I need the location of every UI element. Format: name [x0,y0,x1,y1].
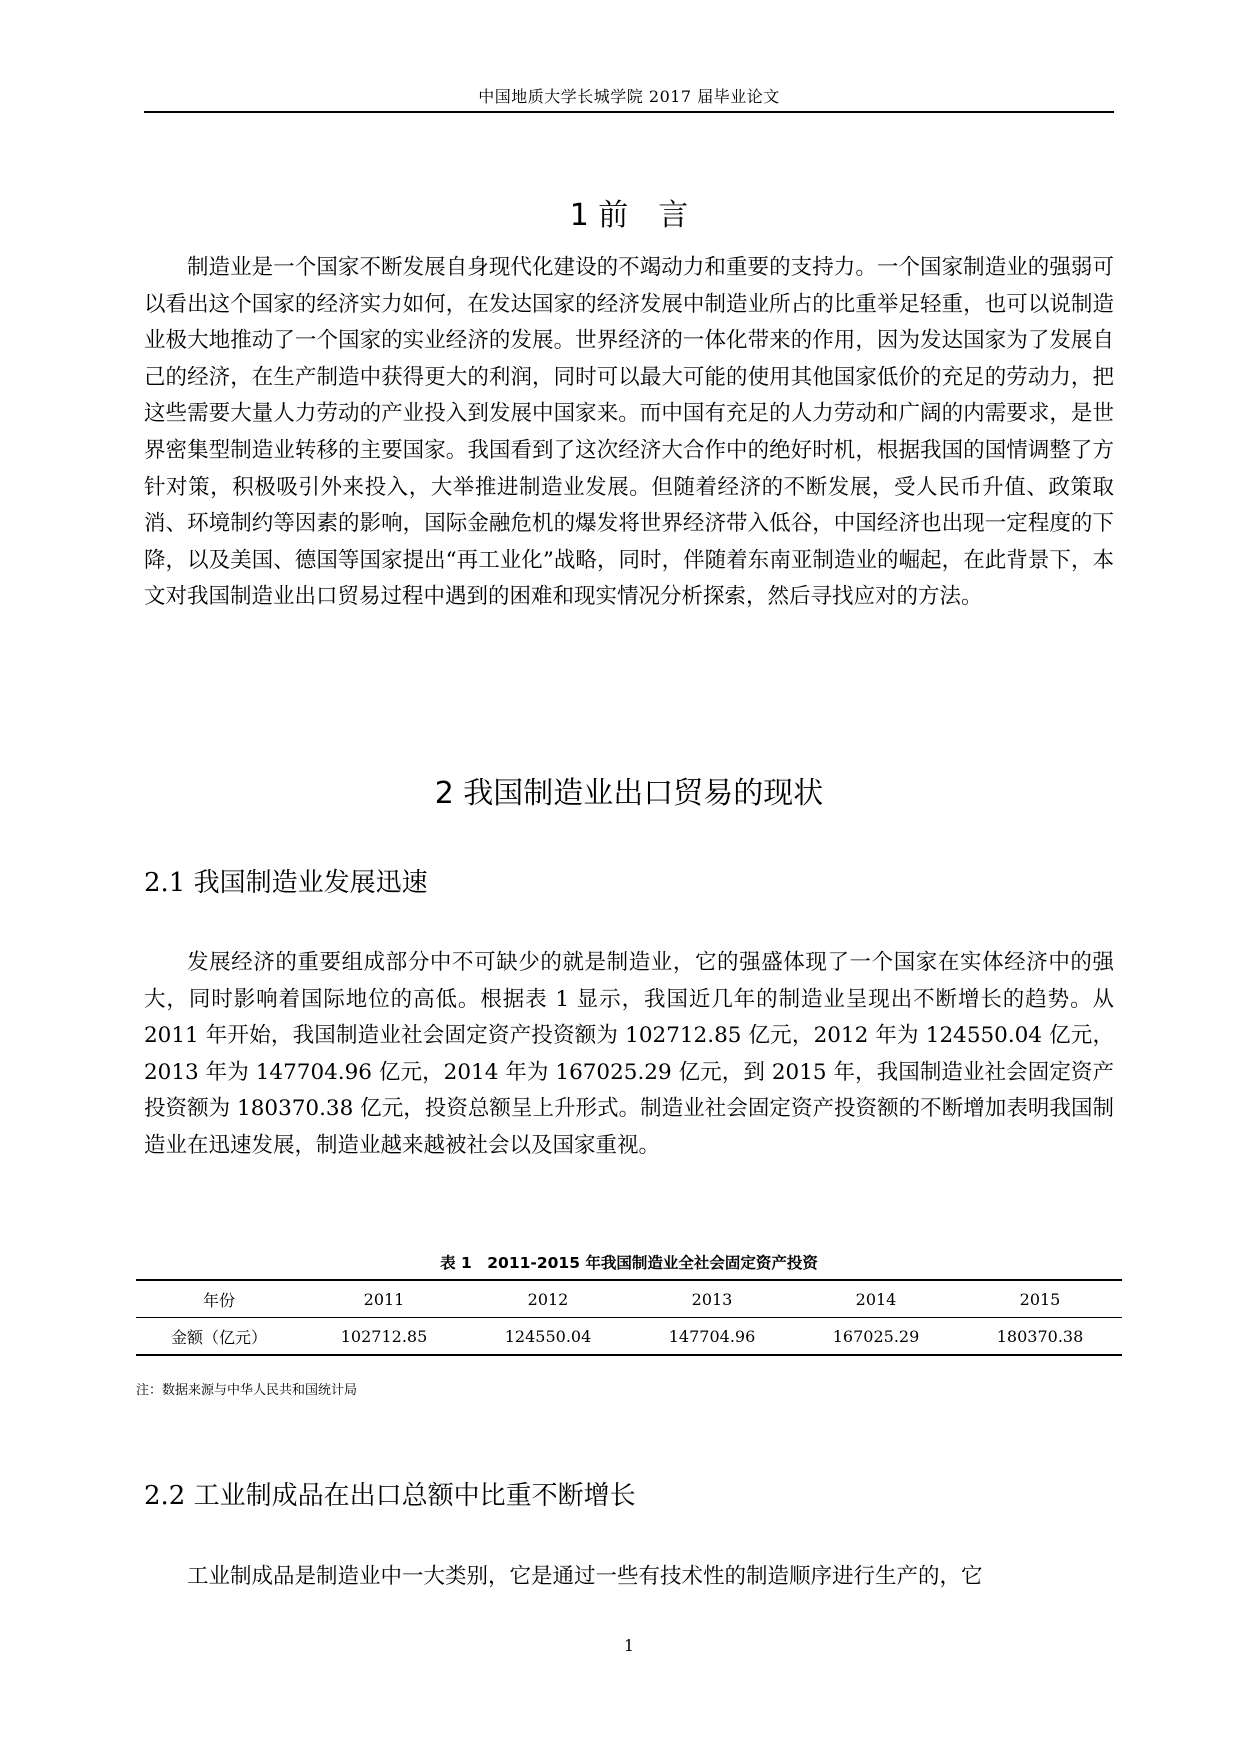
section-2-2-heading: 2.2 工业制成品在出口总额中比重不断增长 [144,1481,636,1511]
table-header-cell: 年份 [136,1280,302,1318]
table-header-cell: 2012 [466,1280,630,1318]
section-1-paragraph: 制造业是一个国家不断发展自身现代化建设的不竭动力和重要的支持力。一个国家制造业的强弱可以看出这个国家的经济实力如何，在发达国家的经济发展中制造业所占的比重举足轻重，也可以说制造业极大地推动了一个国家的实业经济的发展。世界经济的一体化带来的作用，因为发达国家为了发展自己的经济，在生产制造中获得更大的利润，同时可以最大可能的使用其他国家低价的充足的劳动力，把这些需要大量人力劳动的产业投入到发展中国家来。而中国有充足的人力劳动和广阔的内需要求，是世界密集型制造业转移的主要国家。我国看到了这次经济大合作中的绝好时机，根据我国的国情调整了方针对策，积极吸引外来投入，大举推进制造业发展。但随着经济的不断发展，受人民币升值、政策取消、环境制约等因素的影响，国际金融危机的爆发将世界经济带入低谷，中国经济也出现一定程度的下降，以及美国、德国等国家提出“再工业化”战略，同时，伴随着东南亚制造业的崛起，在此背景下，本文对我国制造业出口贸易过程中遇到的困难和现实情况分析探索，然后寻找应对的方法。 [144,255,1114,610]
page-number: 1 [623,1636,635,1655]
table-cell: 180370.38 [958,1318,1122,1356]
section-1-heading: 1 前 言 [569,198,689,233]
table-note: 注：数据来源与中华人民共和国统计局 [136,1383,358,1398]
section-2-1-heading: 2.1 我国制造业发展迅速 [144,868,428,898]
table-row [136,1318,1122,1356]
table-header-row [136,1280,1122,1318]
running-header: 中国地质大学长城学院 2017 届毕业论文 [478,87,780,106]
table-header-cell: 2015 [958,1280,1122,1318]
section-2-1-paragraph: 发展经济的重要组成部分中不可缺少的就是制造业，它的强盛体现了一个国家在实体经济中的强大，同时影响着国际地位的高低。根据表 1 显示，我国近几年的制造业呈现出不断增长的趋势。从 2011 年开始，我国制造业社会固定资产投资额为 102712.85 亿元，2012 年为 124550.04 亿元，2013 年为 147704.96 亿元，2014 年为 167025.29 亿元，到 2015 年，我国制造业社会固定资产投资额为 180370.38 亿元，投资总额呈上升形式。制造业社会固定资产投资额的不断增加表明我国制造业在迅速发展，制造业越来越被社会以及国家重视。 [144,950,1114,1158]
table-cell: 167025.29 [794,1318,958,1356]
table-cell: 124550.04 [466,1318,630,1356]
table-cell: 102712.85 [302,1318,466,1356]
section-2-2-paragraph: 工业制成品是制造业中一大类别，它是通过一些有技术性的制造顺序进行生产的，它 [187,1564,983,1589]
table-caption: 表 1 2011-2015 年我国制造业全社会固定资产投资 [440,1254,818,1272]
table-header-cell: 2014 [794,1280,958,1318]
table-row-label: 金额（亿元） [136,1318,302,1356]
table-cell: 147704.96 [630,1318,794,1356]
table-header-cell: 2011 [302,1280,466,1318]
section-2-heading: 2 我国制造业出口贸易的现状 [434,776,824,811]
investment-table [136,1279,1122,1356]
table-header-cell: 2013 [630,1280,794,1318]
header-divider [144,111,1114,113]
